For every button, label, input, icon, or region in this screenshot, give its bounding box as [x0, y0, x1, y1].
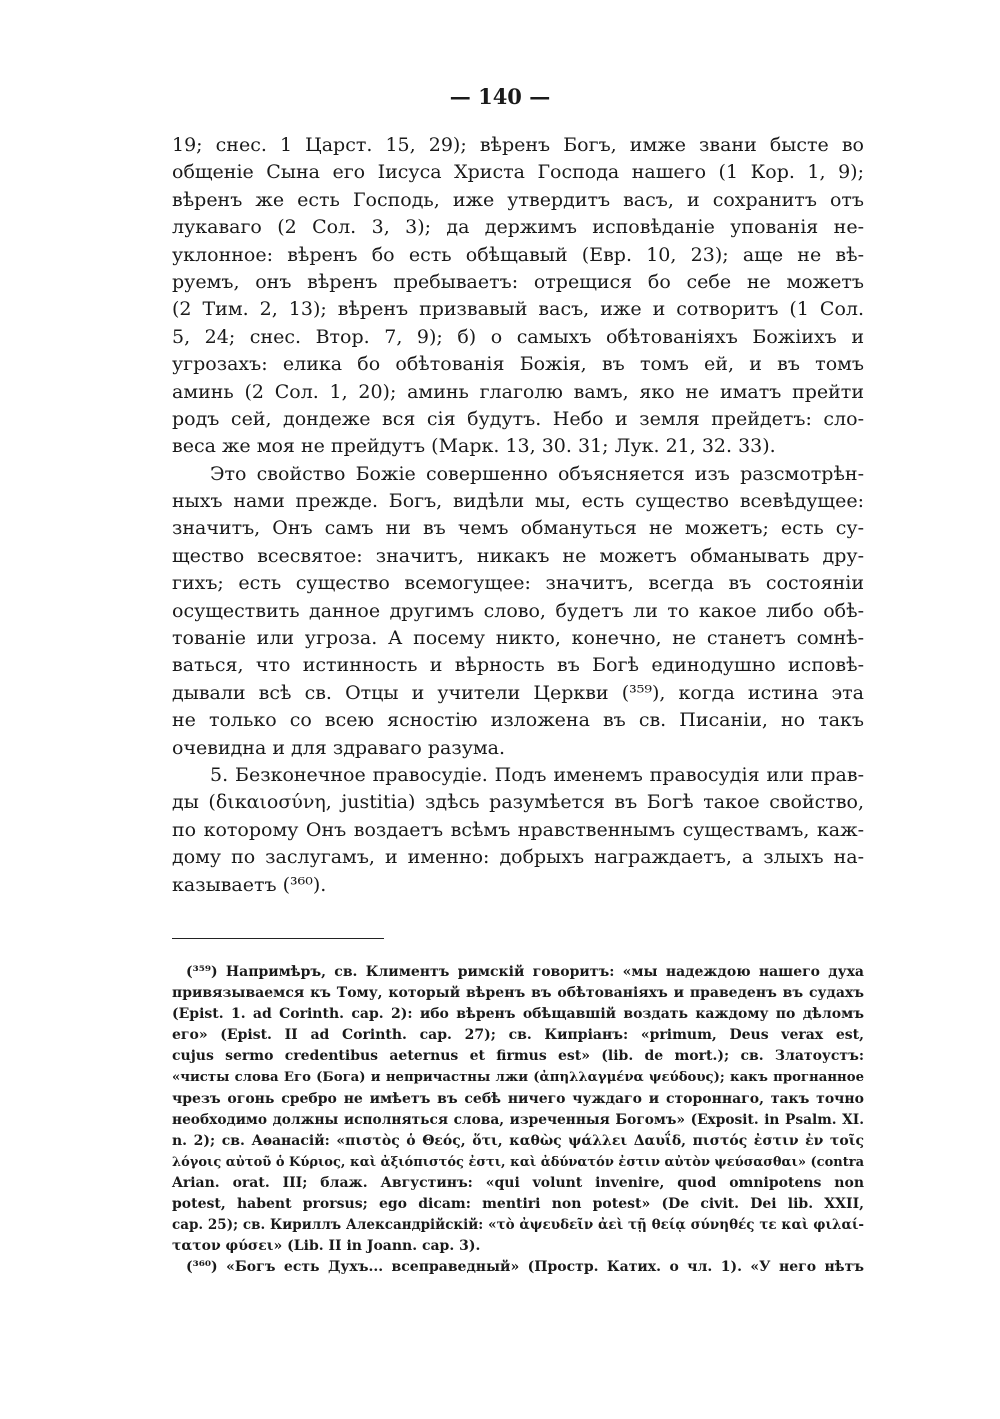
footnote-line: λόγοις αὐτοῦ ὁ Κύριος, καὶ ἀξιόπιστός ἐστι, καὶ ἀδύνατόν ἐστιν αὐτὸν ψεύσασθαι» (contra	[172, 1154, 864, 1170]
footnotes	[172, 962, 864, 1278]
text-line: гихъ; есть существо всемогущее: значитъ, всегда въ состояніи	[172, 572, 864, 595]
text-line: (2 Тим. 2, 13); вѣренъ призвавый васъ, иже и сотворитъ (1 Сол.	[172, 298, 864, 321]
footnote-line: potest, habent prorsus; ego dicam: mentiri non potest» (De civit. Dei lib. XXII,	[172, 1196, 864, 1213]
footnote-line: «чисты слова Его (Бога) и непричастны лжи (ἀπηλλαγμένα ψεύδους); какъ прогнанное	[172, 1070, 864, 1086]
footnote-line: (³⁶⁰) «Богъ есть Духъ... всеправедный» (Простр. Катих. о чл. 1). «У него нѣтъ	[186, 1259, 864, 1276]
text-line: общеніе Сына его Іисуса Христа Господа нашего (1 Кор. 1, 9);	[172, 161, 864, 184]
text-line: по которому Онъ воздаетъ всѣмъ нравственнымъ существамъ, каж-	[172, 818, 864, 841]
text-line: угрозахъ: елика бо обѣтованія Божія, въ томъ ей, и въ томъ	[172, 353, 864, 376]
text-line: руемъ, онъ вѣренъ пребываетъ: отрещися бо себе не можетъ	[172, 270, 864, 293]
text-line: родъ сей, дондеже вся сія будутъ. Небо и земля прейдетъ: сло-	[172, 407, 864, 430]
text-line: тованіе или угроза. А посему никто, конечно, не станетъ сомнѣ-	[172, 627, 864, 650]
text-line: аминь (2 Сол. 1, 20); аминь глаголю вамъ, яко не иматъ прейти	[172, 380, 864, 403]
text-line: 5. Безконечное правосудіе. Подъ именемъ правосудія или прав-	[210, 763, 864, 786]
footnote-line: необходимо должны исполняться слова, изреченныя Богомъ» (Exposit. in Psalm. XI.	[172, 1111, 864, 1128]
text-line: дому по заслугамъ, и именно: добрыхъ награждаетъ, а злыхъ на-	[172, 846, 864, 869]
text-line: ды (δικαιοσύνη, justitia) здѣсь разумѣется въ Богѣ такое свойство,	[172, 791, 864, 814]
footnote-line: его» (Epist. II ad Corinth. cap. 27); св. Кипріанъ: «primum, Deus verax est,	[172, 1027, 864, 1044]
footnote-line: (³⁵⁹) Напримѣръ, св. Климентъ римскій говоритъ: «мы надеждою нашего духа	[186, 964, 864, 980]
footnote-line: τατον φύσει» (Lib. II in Joann. cap. 3).	[172, 1238, 481, 1255]
footnote-separator	[172, 938, 384, 939]
text-line: осуществить данное другимъ слово, будетъ ли то какое либо обѣ-	[172, 599, 864, 622]
text-line: уклонное: вѣренъ бо есть обѣщавый (Евр. 10, 23); аще не вѣ-	[172, 243, 864, 266]
text-line: не только со всею ясностію изложена въ св. Писаніи, но такъ	[172, 709, 864, 732]
text-line: щество всесвятое: значитъ, никакъ не можетъ обманывать дру-	[172, 544, 864, 567]
text-line: очевидна и для здраваго разума.	[172, 736, 506, 759]
text-line: ныхъ нами прежде. Богъ, видѣли мы, есть существо всевѣдущее:	[172, 490, 864, 513]
text-line: Это свойство Божіе совершенно объясняется изъ разсмотрѣн-	[210, 462, 864, 485]
page-number: — 140 —	[449, 84, 551, 109]
footnote-line: cap. 25); св. Кириллъ Александрійскій: «τὸ ἀψευδεῖν ἀεὶ τῇ θείᾳ σύνηθές τε καὶ φιλαί-	[172, 1217, 864, 1234]
text-line: лукаваго (2 Сол. 3, 3); да держимъ исповѣданіе упованія не-	[172, 216, 864, 239]
footnote-line: чрезъ огонь сребро не имѣетъ въ себѣ ничего чуждаго и стороннаго, такъ точно	[172, 1090, 864, 1107]
footnote-line: Arian. orat. III; блаж. Августинъ: «qui volunt invenire, quod omnipotens non	[172, 1174, 864, 1191]
main-text	[172, 132, 864, 899]
text-line: дывали всѣ св. Отцы и учители Церкви (³⁵⁹), когда истина эта	[172, 681, 864, 704]
text-line: казываетъ (³⁶⁰).	[172, 873, 327, 896]
footnote-line: n. 2); св. Аѳанасій: «πιστὸς ὁ Θεός, ὅτι, καθὼς ψάλλει Δαυΐδ, πιστός ἐστιν ἐν τοῖς	[172, 1132, 864, 1149]
footnote-line: привязываемся къ Тому, который вѣренъ въ обѣтованіяхъ и праведенъ въ судахъ	[172, 985, 864, 1002]
footnote-line: (Epist. 1. ad Corinth. cap. 2): ибо вѣренъ обѣщавшій воздать каждому по дѣломъ	[172, 1006, 864, 1023]
text-line: 5, 24; снес. Втор. 7, 9); б) о самыхъ обѣтованіяхъ Божіихъ и	[172, 325, 864, 348]
text-line: 19; снес. 1 Царст. 15, 29); вѣренъ Богъ, имже звани бысте во	[172, 134, 864, 156]
text-line: ваться, что истинность и вѣрность въ Богѣ единодушно исповѣ-	[172, 654, 864, 677]
text-line: значитъ, Онъ самъ ни въ чемъ обмануться не можетъ; есть су-	[172, 517, 864, 540]
text-line: вѣренъ же есть Господь, иже утвердитъ васъ, и сохранитъ отъ	[172, 188, 864, 211]
text-line: веса же моя не прейдутъ (Марк. 13, 30. 31; Лук. 21, 32. 33).	[172, 435, 776, 458]
footnote-line: cujus sermo credentibus aeternus et firmus est» (lib. de mort.); св. Златоустъ:	[172, 1048, 864, 1065]
